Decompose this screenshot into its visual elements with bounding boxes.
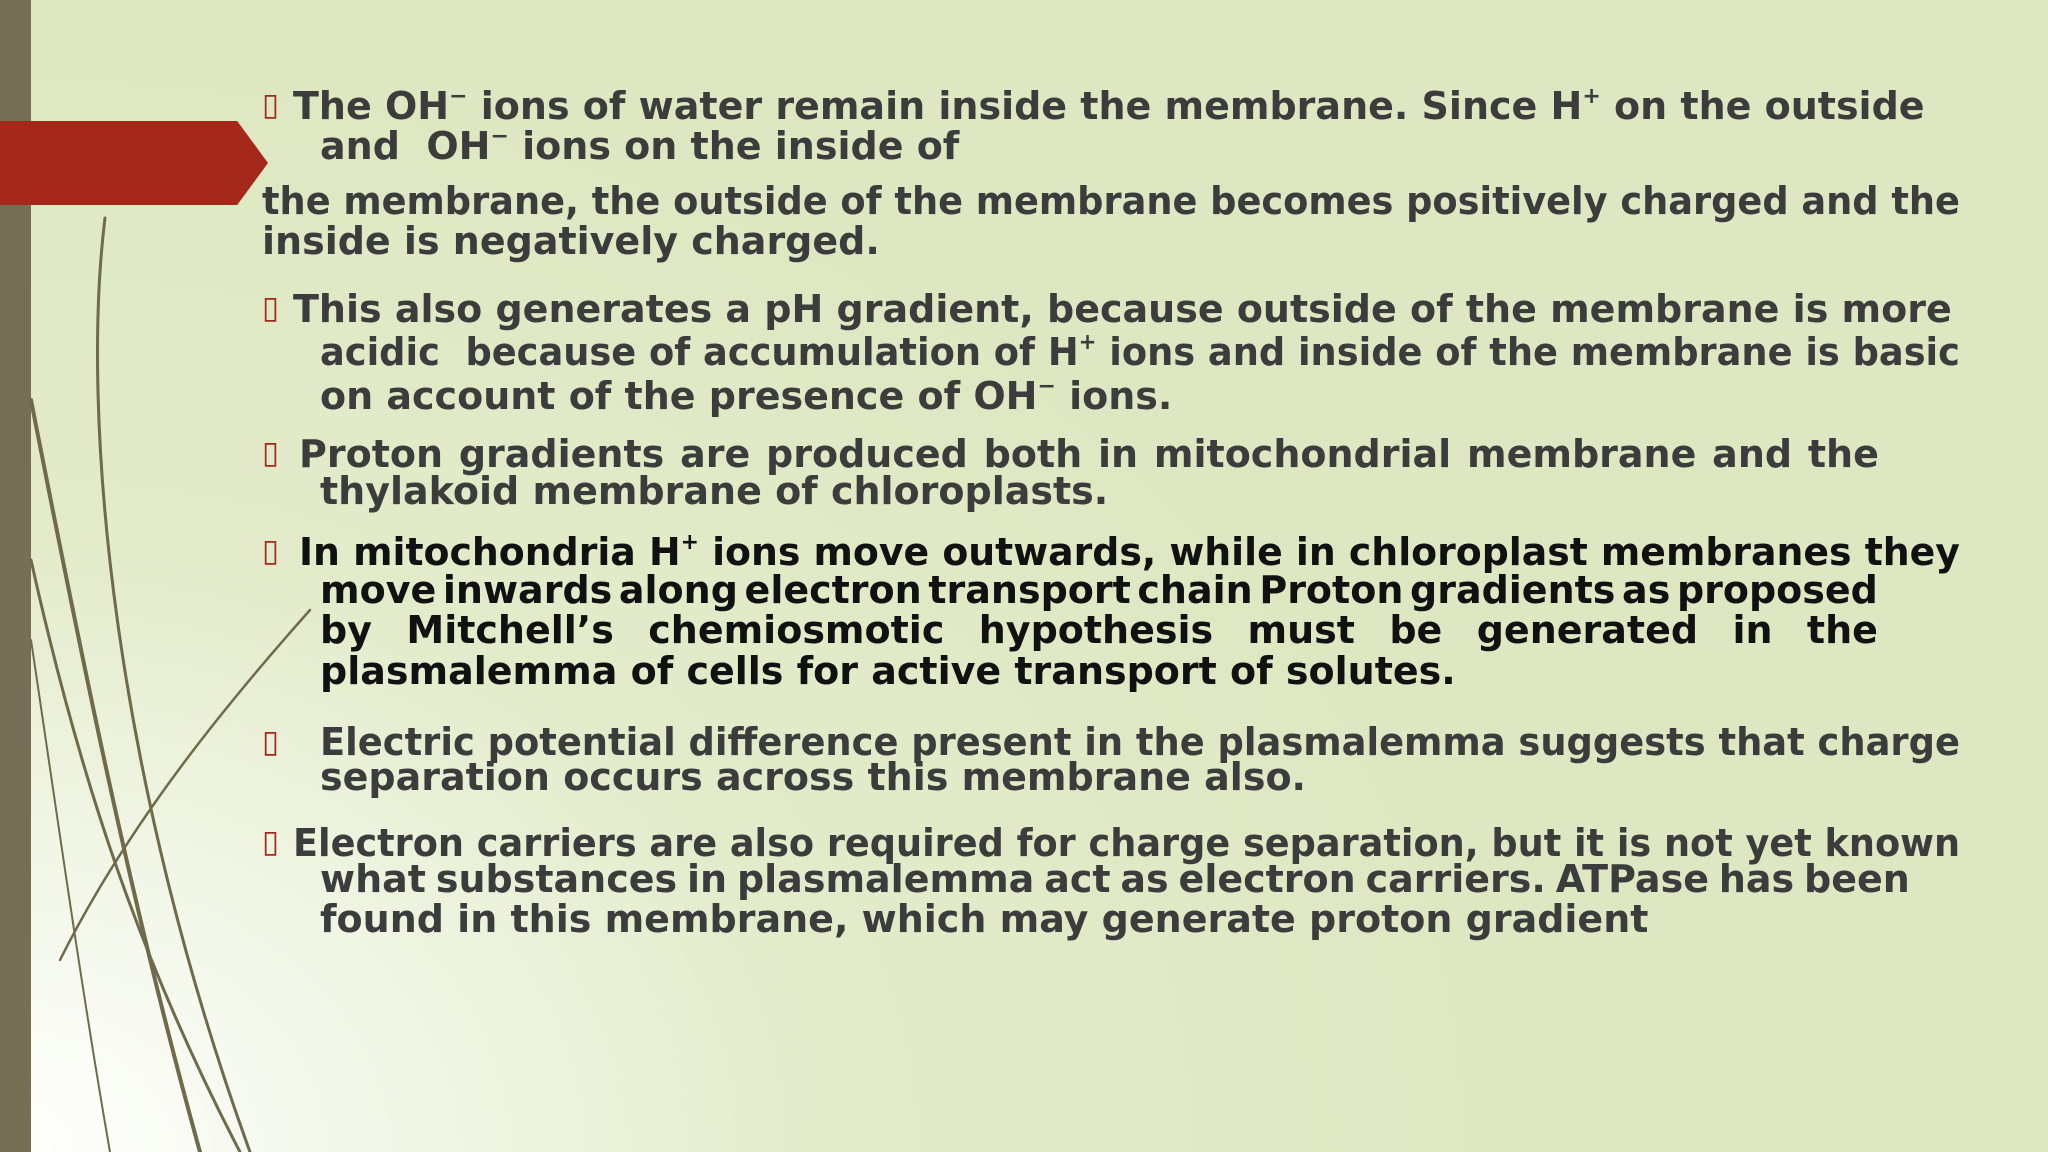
paragraph-1-line-1: The OH− ions of water remain inside the membrane. Since H+ on the outside — [293, 84, 1925, 128]
word: as — [1120, 857, 1169, 901]
word: been — [1804, 857, 1910, 901]
bullet-square-icon: ▯ — [262, 435, 280, 471]
word: generated — [1476, 608, 1699, 652]
paragraph-5-line-1: In mitochondria H+ ions move outwards, while in chloroplast membranes they — [299, 530, 1960, 574]
bullet-square-icon: ▯ — [262, 87, 280, 123]
word: Proton — [299, 432, 444, 476]
word: hypothesis — [978, 608, 1214, 652]
paragraph-4-line-2: thylakoid membrane of chloroplasts. — [320, 469, 1109, 513]
paragraph-5-line-4: plasmalemma of cells for active transport of solutes. — [320, 649, 1456, 693]
word: in — [1098, 432, 1139, 476]
paragraph-3-line-1: This also generates a pH gradient, because outside of the membrane is more — [293, 287, 1952, 331]
word: are — [680, 432, 751, 476]
word: proposed — [1676, 568, 1878, 612]
paragraph-6-line-2: separation occurs across this membrane also. — [320, 755, 1306, 799]
word: substances — [435, 857, 678, 901]
word: what — [320, 857, 426, 901]
word: and — [1712, 432, 1793, 476]
word: plasmalemma — [736, 857, 1035, 901]
word: chemiosmotic — [648, 608, 945, 652]
word: must — [1247, 608, 1355, 652]
word: along — [618, 568, 738, 612]
paragraph-5-line-2 — [320, 569, 1878, 611]
word: by — [320, 608, 372, 652]
arrow-tab — [0, 121, 268, 205]
bullet-square-icon: ▯ — [262, 824, 280, 860]
paragraph-2-line-2: inside is negatively charged. — [262, 219, 880, 263]
word: be — [1389, 608, 1443, 652]
word: electron — [1178, 857, 1356, 901]
paragraph-2-line-1: the membrane, the outside of the membrane becomes positively charged and the — [262, 179, 1960, 223]
word: mitochondrial — [1153, 432, 1452, 476]
word: the — [1807, 432, 1879, 476]
bullet-square-icon: ▯ — [262, 290, 280, 326]
word: as — [1622, 568, 1671, 612]
word: move — [320, 568, 437, 612]
word: the — [1806, 608, 1878, 652]
word: gradients — [1410, 568, 1616, 612]
word: gradients — [458, 432, 665, 476]
word: produced — [766, 432, 968, 476]
paragraph-7-line-1: Electron carriers are also required for charge separation, but it is not yet known — [293, 821, 1961, 865]
word: in — [687, 857, 728, 901]
paragraph-5-line-3 — [320, 609, 1878, 651]
word: carriers. — [1365, 857, 1546, 901]
word: Mitchell’s — [406, 608, 614, 652]
word: has — [1718, 857, 1795, 901]
paragraph-7-line-3: found in this membrane, which may generate proton gradient — [320, 897, 1649, 941]
word: act — [1044, 857, 1111, 901]
word: transport — [928, 568, 1131, 612]
paragraph-7-line-2 — [320, 858, 1910, 900]
bullet-square-icon: ▯ — [262, 533, 280, 569]
paragraph-3-line-3: on account of the presence of OH− ions. — [320, 374, 1173, 418]
word: ATPase — [1555, 857, 1709, 901]
word: both — [983, 432, 1083, 476]
paragraph-1-line-2: and OH− ions on the inside of — [320, 124, 960, 168]
paragraph-6-line-1: Electric potential difference present in the plasmalemma suggests that charge — [320, 720, 1960, 764]
word: Proton — [1259, 568, 1404, 612]
word: chain — [1137, 568, 1253, 612]
word: electron — [744, 568, 922, 612]
swoosh-line — [60, 610, 310, 960]
bullet-square-icon: ▯ — [262, 724, 280, 760]
paragraph-3-line-2: acidic because of accumulation of H+ ions and inside of the membrane is basic — [320, 330, 1960, 374]
word: membrane — [1466, 432, 1697, 476]
word: in — [1732, 608, 1773, 652]
word: inwards — [442, 568, 613, 612]
